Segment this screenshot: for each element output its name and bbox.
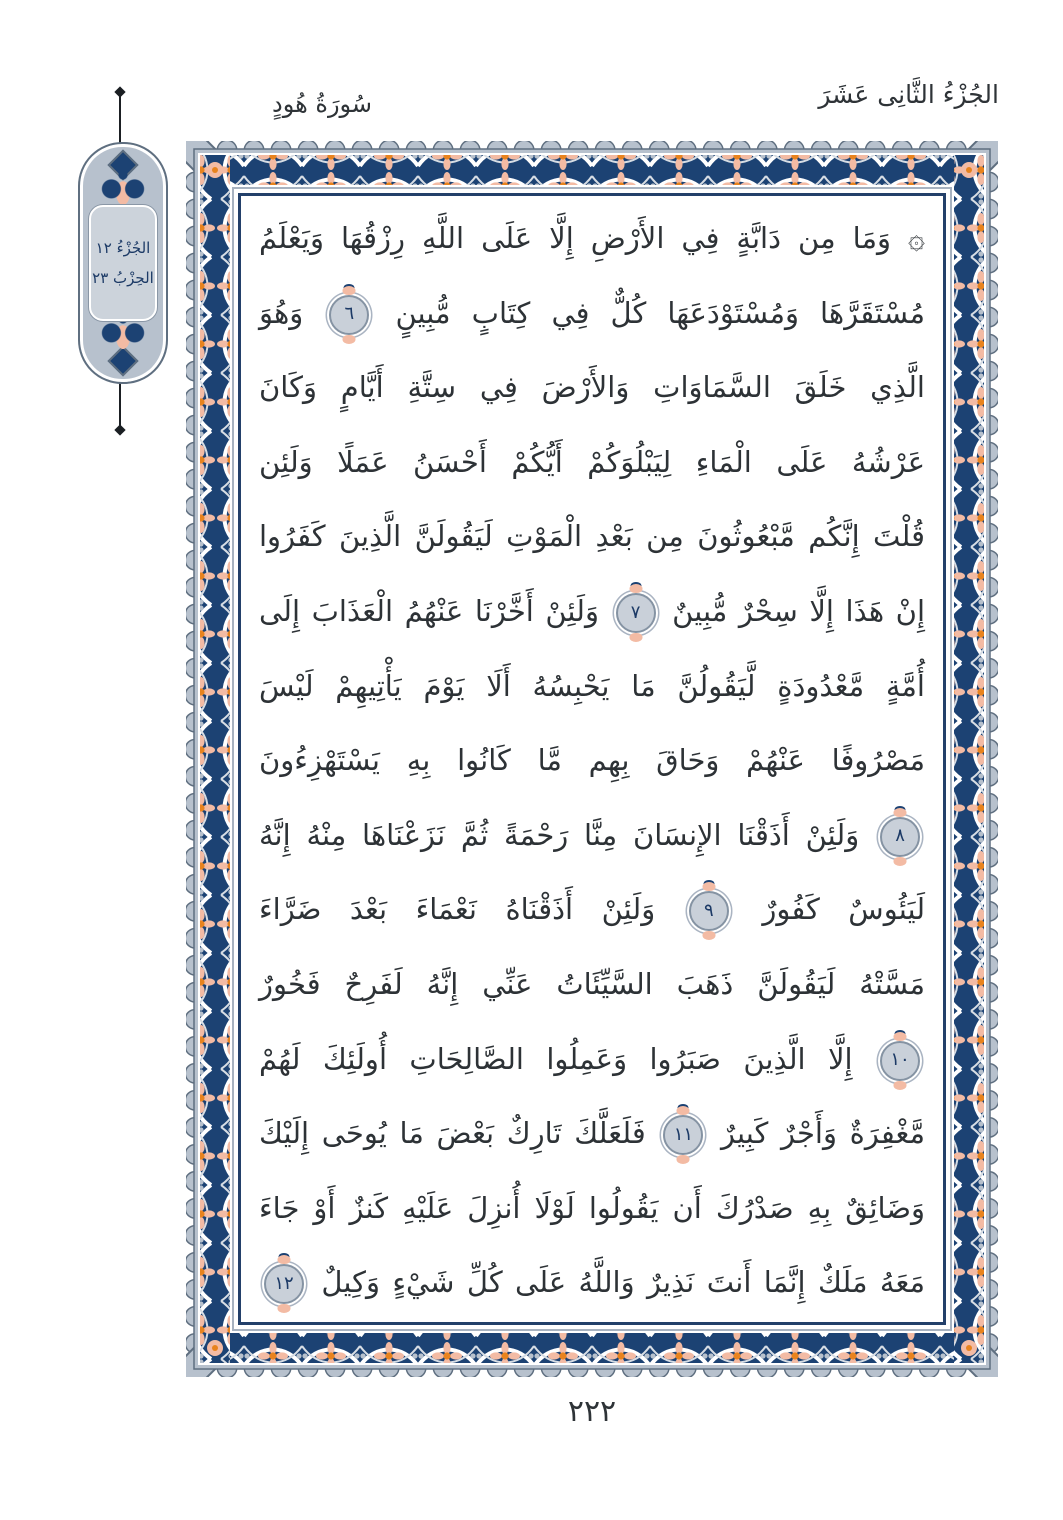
quran-segment: فَلَعَلَّكَ تَارِكٌ بَعْضَ مَا يُوحَى إِلَيْكَ [259,1116,646,1151]
hizb-label: الحِزْبُ ٢٣ [92,269,154,287]
quran-segment: لَيَئُوسٌ كَفُورٌ [762,892,926,927]
quran-line [259,947,925,1022]
verse-marker: ١٠ [880,1041,920,1081]
quran-line [259,350,925,425]
quran-line [259,425,925,500]
quran-segment: مَسَّتْهُ لَيَقُولَنَّ ذَهَبَ السَّيِّئَاتُ عَنِّي إِنَّهُ لَفَرِحٌ فَخُورٌ [259,966,925,1001]
quran-line [259,1245,925,1320]
verse-marker: ١١ [663,1115,703,1155]
verse-marker: ٨ [880,817,920,857]
quran-line [259,723,925,798]
quran-segment: إِنْ هَذَا إِلَّا سِحْرٌ مُّبِينٌ [672,593,926,628]
quran-segment: إِلَّا الَّذِينَ صَبَرُوا وَعَمِلُوا الصَّالِحَاتِ أُولَئِكَ لَهُمْ [259,1041,853,1076]
quran-line [259,872,925,947]
ornamental-frame [186,141,998,1377]
verse-marker: ٧ [616,593,656,633]
quran-text [259,201,925,1320]
quran-line [259,798,925,873]
juz-header: الجُزْءُ الثَّانِى عَشَرَ [818,80,999,109]
juz-label: الجُزْءُ ١٢ [95,239,151,257]
quran-segment: مَعَهُ مَلَكٌ إِنَّمَا أَنتَ نَذِيرٌ وَاللَّهُ عَلَى كُلِّ شَيْءٍ وَكِيلٌ [321,1265,925,1300]
medallion-label-panel [89,205,157,321]
quran-line [259,1171,925,1246]
quran-segment: قُلْتَ إِنَّكُم مَّبْعُوثُونَ مِن بَعْدِ الْمَوْتِ لَيَقُولَنَّ الَّذِينَ كَفَرُوا [259,519,925,554]
quran-segment: الَّذِي خَلَقَ السَّمَاوَاتِ وَالأَرْضَ فِي سِتَّةِ أَيَّامٍ وَكَانَ [259,370,925,405]
quran-segment: وَضَائِقٌ بِهِ صَدْرُكَ أَن يَقُولُوا لَوْلَا أُنزِلَ عَلَيْهِ كَنزٌ أَوْ جَاءَ [259,1190,925,1225]
surah-header: سُورَةُ هُودٍ [272,90,373,118]
quran-segment: عَرْشُهُ عَلَى الْمَاءِ لِيَبْلُوَكُمْ أَيُّكُمْ أَحْسَنُ عَمَلًا وَلَئِن [259,444,925,479]
verse-marker: ٦ [329,295,369,335]
quran-line [259,1022,925,1097]
quran-line [259,649,925,724]
quran-line [259,276,925,351]
quran-segment: مُسْتَقَرَّهَا وَمُسْتَوْدَعَهَا كُلٌّ فِي كِتَابٍ مُّبِينٍ [395,295,926,330]
quran-segment: أُمَّةٍ مَّعْدُودَةٍ لَّيَقُولُنَّ مَا يَحْبِسُهُ أَلَا يَوْمَ يَأْتِيهِمْ لَيْسَ [259,668,925,703]
quran-line [259,1096,925,1171]
medallion-body [78,142,168,384]
quran-segment: وَلَئِنْ أَذَقْنَاهُ نَعْمَاءَ بَعْدَ ضَرَّاءَ [259,892,656,927]
verse-marker: ٩ [689,891,729,931]
quran-segment: وَهُوَ [259,295,304,330]
juz-hizb-medallion [64,118,176,402]
quran-line [259,499,925,574]
quran-line [259,574,925,649]
quran-line [259,201,925,276]
quran-segment: وَلَئِنْ أَذَقْنَا الإِنسَانَ مِنَّا رَحْمَةً ثُمَّ نَزَعْنَاهَا مِنْهُ إِنَّهُ [259,817,860,852]
quran-segment: مَّغْفِرَةٌ وَأَجْرٌ كَبِيرٌ [721,1116,926,1151]
quran-segment: وَلَئِنْ أَخَّرْنَا عَنْهُمُ الْعَذَابَ إِلَى [259,593,600,628]
quran-segment: ۞ وَمَا مِن دَابَّةٍ فِي الأَرْضِ إِلَّا عَلَى اللَّهِ رِزْقُهَا وَيَعْلَمُ [259,221,925,255]
page-number: ٢٢٢ [567,1394,617,1429]
verse-marker: ١٢ [264,1264,304,1304]
quran-segment: مَصْرُوفًا عَنْهُمْ وَحَاقَ بِهِم مَّا كَانُوا بِهِ يَسْتَهْزِءُونَ [259,743,925,778]
quran-text-area [238,193,946,1325]
